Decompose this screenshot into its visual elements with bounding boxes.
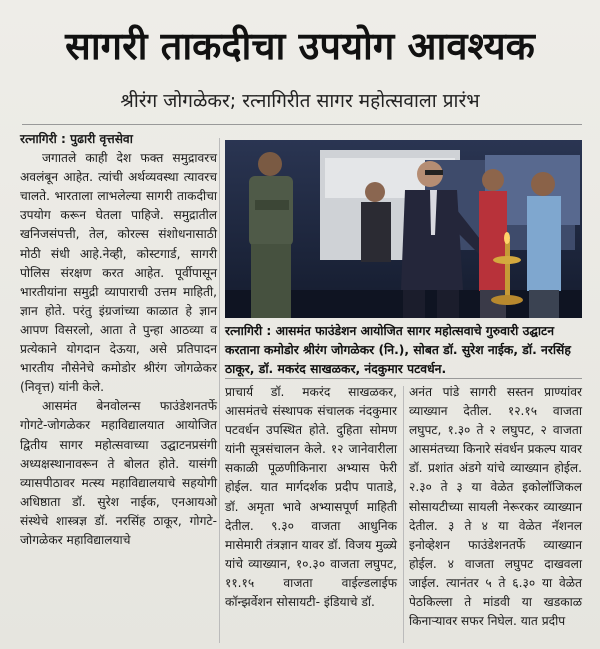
article-column-3 xyxy=(409,383,582,631)
event-photo xyxy=(225,140,582,318)
headline-rule xyxy=(22,124,582,125)
caption-rule xyxy=(225,378,582,379)
photo-caption: रत्नागिरी : आसमंत फाउंडेशन आयोजित सागर महोत्सवाचे गुरुवारी उद्घाटन करताना कमोडोर श्रीरंग जोगळेकर (नि.), सोबत डॉ. सुरेश नाईक, डॉ. नरसिंह ठाकूर, डॉ. मकरंद साखळकर, नंदकुमार पटवर्धन. xyxy=(225,324,571,376)
article-paragraph: आसमंत बेनवोलन्स फाउंडेशनतर्फे गोगटे-जोगळेकर महाविद्यालयात आयोजित द्वितीय सागर महोत्सवाच्या उद्घाटनप्रसंगी अध्यक्षस्थानावरून ते बोलत होते. यासंगी व्यासपीठावर मत्स्य महाविद्यालयाचे सहयोगी अधिष्ठाता डॉ. सुरेश नाईक, एनआयओ संस्थेचे शास्त्रज्ञ डॉ. नरसिंह ठाकूर, गोगटे-जोगळेकर महाविद्यालयाचे xyxy=(20,399,217,547)
article-paragraph: प्राचार्य डॉ. मकरंद साखळकर, आसमंतचे संस्थापक संचालक नंदकुमार पटवर्धन उपस्थित होते. दुहिता सोमण यांनी सूत्रसंचालन केले. १२ जानेवारीला सकाळी पूळणीकिनारा अभ्यास फेरी होईल. यात मार्गदर्शक प्रदीप पाताडे, डॉ. अमृता भावे अभ्यासपूर्ण माहिती देतील. ९.३० वाजता आधुनिक मासेमारी तंत्रज्ञान यावर डॉ. विजय मुळ्ये यांचे व्याख्यान, १०.३० वाजता लघुपट, ११.१५ वाजता वाईल्डलाईफ कॉन्झर्वेशन सोसायटी- इंडियाचे डॉ. xyxy=(225,385,397,610)
column-divider xyxy=(219,138,220,643)
column-divider xyxy=(403,386,404,643)
subheadline: श्रीरंग जोगळेकर; रत्नागिरीत सागर महोत्सवाला प्रारंभ xyxy=(120,90,480,112)
article-column-2 xyxy=(225,383,397,612)
article-paragraph: अनंत पांडे सागरी सस्तन प्राण्यांवर व्याख्यान देतील. १२.१५ वाजता लघुपट, १.३० ते २ लघुपट, २ वाजता आसमंतच्या किनारे संवर्धन प्रकल्प यावर डॉ. प्रशांत अंडगे यांचे व्याख्यान होईल. २.३० ते ३ या वेळेत इकोलॉजिकल सोसायटीच्या सायली नेरूरकर व्याख्यान देतील. ३ ते ४ या वेळेत नॅशनल इनोव्हेशन फाउंडेशनतर्फे व्याख्यान होईल. ४ वाजता लघुपट दाखवला जाईल. त्यानंतर ५ ते ६.३० या वेळेत पेठकिल्ला ते मांडवी या खडकाळ किनाऱ्यावर सफर निघेल. यात प्रदीप xyxy=(409,385,582,629)
dateline: रत्नागिरी : पुढारी वृत्तसेवा xyxy=(20,132,133,146)
article-paragraph: जगातले काही देश फक्त समुद्रावरच अवलंबून आहेत. त्यांची अर्थव्यवस्था त्यावरच चालते. भारताला लाभलेल्या सागरी ताकदीचा उपयोग करून घेतला पाहिजे. समुद्रातील खनिजसंपत्ती, तेल, कोरल्स संशोधनासाठी मोठी संधी आहे.नेव्ही, कोस्टगार्ड, सागरी पोलिस संरक्षण करत आहेत. पूर्वीपासून भारतीयांना समुद्री व्यापाराची उत्तम माहिती, ज्ञान होते. परंतु इंग्रजांच्या काळात हे ज्ञान आपण विसरलो, आता ते पुन्हा आठव्या व प्रत्येकाने योगदान देऊया, असे प्रतिपादन भारतीय नौसेनेचे कमोडोर श्रीरंग जोगळेकर (निवृत्त) यांनी केले. xyxy=(20,151,217,395)
headline: सागरी ताकदीचा उपयोग आवश्यक xyxy=(65,24,535,68)
article-column-1 xyxy=(20,130,217,550)
event-photo-illustration xyxy=(225,140,582,318)
